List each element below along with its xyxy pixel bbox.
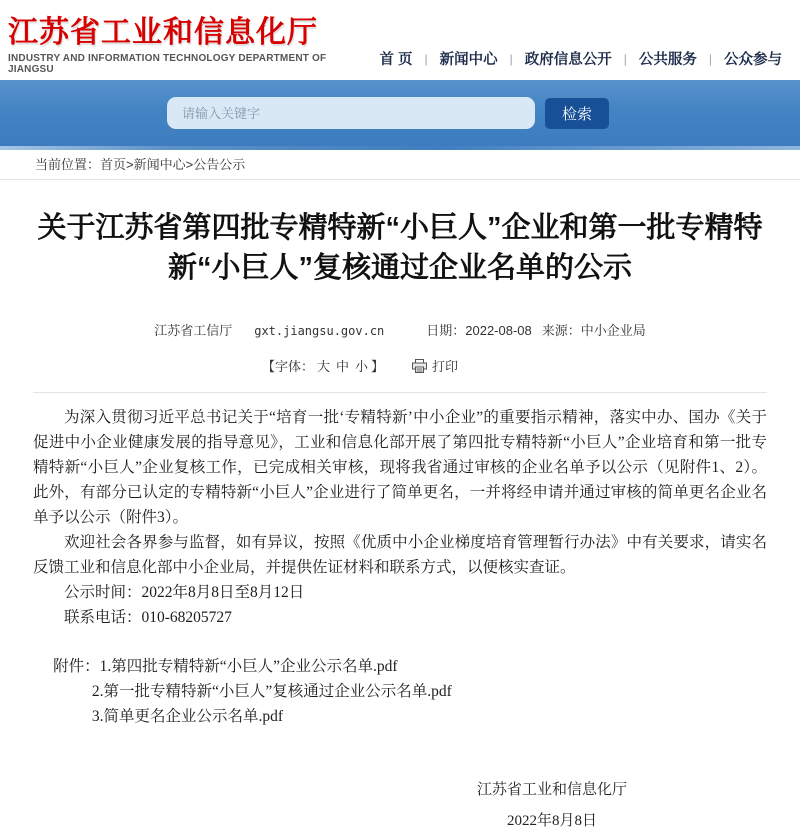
paragraph: 欢迎社会各界参与监督，如有异议，按照《优质中小企业梯度培育管理暂行办法》中有关要求，请实名反馈工业和信息化部中小企业局，并提供佐证材料和联系方式，以便核实查证。 <box>33 534 767 576</box>
nav-item-home[interactable]: 首 页 <box>379 52 413 68</box>
attachment-row <box>33 704 767 729</box>
meta-department: 江苏省工信厅 <box>154 323 233 338</box>
signature-name: 江苏省工业和信息化厅 <box>476 782 627 798</box>
nav-separator: | <box>623 51 627 66</box>
font-size-label-close: 】 <box>371 359 385 374</box>
article-body <box>33 405 767 630</box>
font-size-medium-button[interactable]: 中 <box>335 359 349 374</box>
search-band <box>0 80 800 146</box>
nav-separator: | <box>424 51 428 66</box>
contact-phone-line: 联系电话：010-68205727 <box>64 609 232 626</box>
font-size-small-button[interactable]: 小 <box>355 359 369 374</box>
search-group <box>167 97 609 129</box>
search-input[interactable] <box>167 97 535 129</box>
article-title: 关于江苏省第四批专精特新“小巨人”企业和第一批专精特新“小巨人”复核通过企业名单的公示 <box>37 212 763 284</box>
font-size-label-open: 【字体： <box>261 359 314 374</box>
site-logo-title: 江苏省工业和信息化厅 <box>8 16 318 49</box>
printer-icon <box>412 359 427 373</box>
breadcrumb-separator: > <box>185 157 194 172</box>
nav-item-news[interactable]: 新闻中心 <box>439 52 498 68</box>
attachment-link-1[interactable]: 1.第四批专精特新“小巨人”企业公示名单.pdf <box>99 658 398 675</box>
article-toolbar <box>0 356 727 375</box>
meta-source: 来源：中小企业局 <box>541 323 646 338</box>
main-nav <box>367 0 800 69</box>
attachments-label: 附件： <box>53 658 100 675</box>
nav-item-public-participation[interactable]: 公众参与 <box>724 52 782 68</box>
meta-date: 日期：2022-08-08 <box>426 323 532 338</box>
attachments <box>33 654 767 729</box>
meta-site-url: gxt.jiangsu.gov.cn <box>254 324 385 338</box>
breadcrumb-announcements[interactable]: 公告公示 <box>193 157 246 172</box>
nav-item-public-service[interactable]: 公共服务 <box>638 52 697 68</box>
print-button[interactable] <box>412 356 458 375</box>
site-logo-subtitle: INDUSTRY AND INFORMATION TECHNOLOGY DEPARTMENT OF JIANGSU <box>8 53 327 75</box>
signature-block <box>427 775 677 837</box>
search-button[interactable]: 检索 <box>545 98 609 129</box>
content-divider <box>33 392 767 393</box>
article-meta <box>33 320 767 339</box>
nav-item-gov-info[interactable]: 政府信息公开 <box>524 52 612 68</box>
print-label: 打印 <box>432 359 459 374</box>
attachment-row <box>33 654 767 679</box>
attachment-link-2[interactable]: 2.第一批专精特新“小巨人”复核通过企业公示名单.pdf <box>91 683 452 700</box>
nav-separator: | <box>708 51 712 66</box>
site-header <box>0 0 800 80</box>
breadcrumb <box>0 150 800 180</box>
publicity-period-line: 公示时间：2022年8月8日至8月12日 <box>64 584 305 601</box>
attachment-link-3[interactable]: 3.简单更名企业公示名单.pdf <box>91 708 284 725</box>
site-logo <box>0 0 367 75</box>
breadcrumb-home[interactable]: 首页 <box>100 157 127 172</box>
attachment-row <box>33 679 767 704</box>
font-size-large-button[interactable]: 大 <box>316 359 330 374</box>
paragraph: 为深入贯彻习近平总书记关于“培育一批‘专精特新’中小企业”的重要指示精神，落实中办、国办《关于促进中小企业健康发展的指导意见》，工业和信息化部开展了第四批专精特新“小巨人”企业培育和第一批专精特新“小巨人”企业复核工作，已完成相关审核，现将我省通过审核的企业名单予以公示（见附件1、2）。此外，有部分已认定的专精特新“小巨人”企业进行了简单更名，一并将经申请并通过审核的简单更名企业名单予以公示（附件3）。 <box>33 409 767 526</box>
breadcrumb-label: 当前位置： <box>35 157 101 172</box>
breadcrumb-news[interactable]: 新闻中心 <box>133 157 186 172</box>
nav-separator: | <box>509 51 513 66</box>
breadcrumb-separator: > <box>126 157 134 172</box>
article <box>0 208 800 837</box>
signature-date: 2022年8月8日 <box>506 813 597 829</box>
